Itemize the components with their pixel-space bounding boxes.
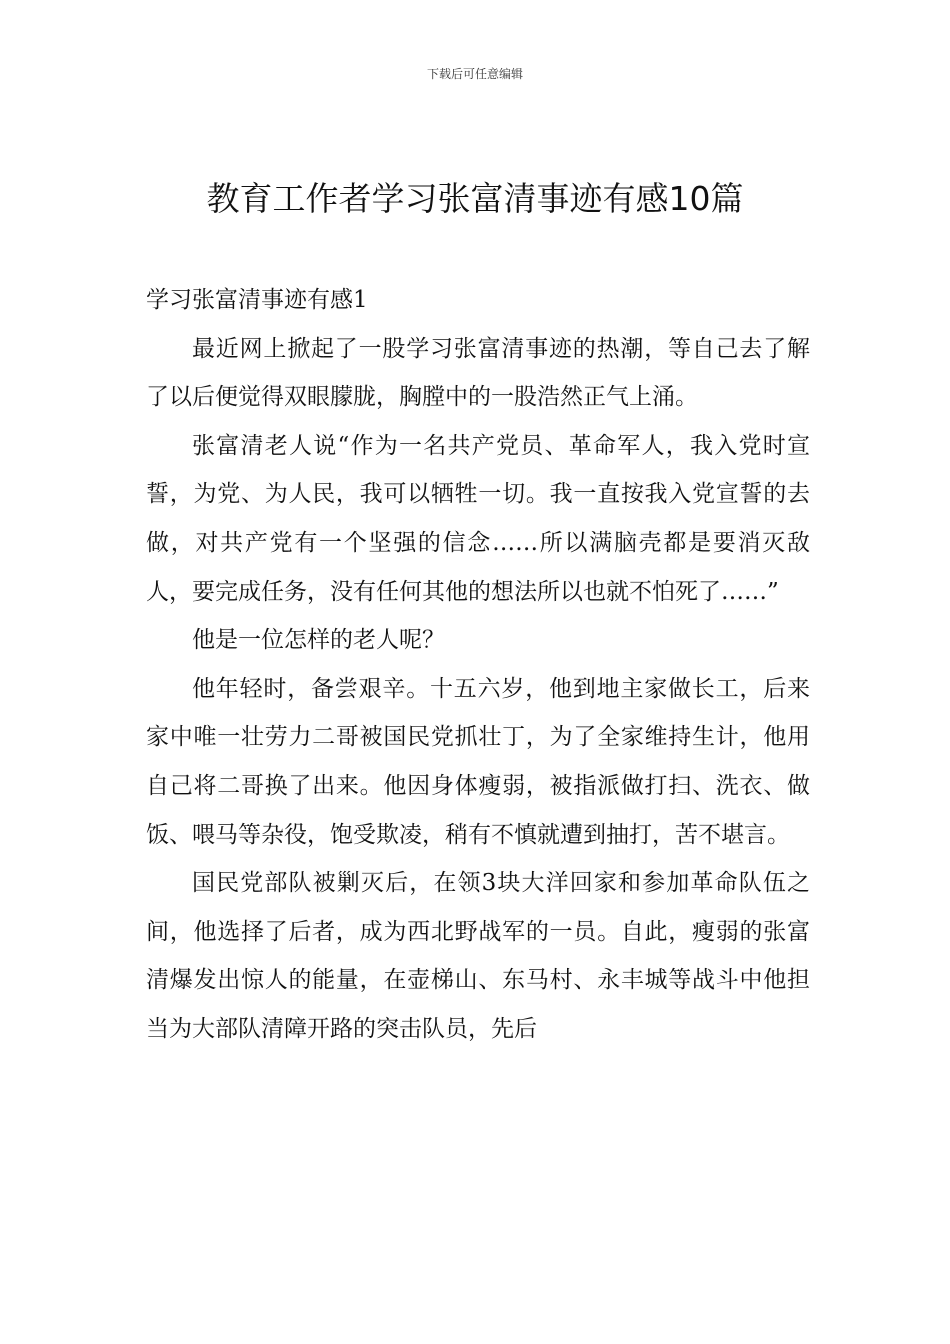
paragraph: 国民党部队被剿灭后，在领3块大洋回家和参加革命队伍之间，他选择了后者，成为西北野战军的一员。自此，瘦弱的张富清爆发出惊人的能量，在壶梯山、东马村、永丰城等战斗中他担当为大部队清障开路的突击队员，先后 xyxy=(146,870,810,1042)
paragraph: 最近网上掀起了一股学习张富清事迹的热潮，等自己去了解了以后便觉得双眼朦胧，胸膛中的一股浩然正气上涌。 xyxy=(146,335,810,411)
section-heading: 学习张富清事迹有感1 xyxy=(146,287,368,313)
header-note: 下载后可任意编辑 xyxy=(426,67,523,81)
paragraph: 他年轻时，备尝艰辛。十五六岁，他到地主家做长工，后来家中唯一壮劳力二哥被国民党抓壮丁，为了全家维持生计，他用自己将二哥换了出来。他因身体瘦弱，被指派做打扫、洗衣、做饭、喂马等杂役，饱受欺凌，稍有不慎就遭到抽打，苦不堪言。 xyxy=(146,675,810,848)
paragraph: 张富清老人说“作为一名共产党员、革命军人，我入党时宣誓，为党、为人民，我可以牺牲一切。我一直按我入党宣誓的去做，对共产党有一个坚强的信念……所以满脑壳都是要消灭敌人，要完成任务，没有任何其他的想法所以也就不怕死了……” xyxy=(146,432,810,605)
document-title: 教育工作者学习张富清事迹有感10篇 xyxy=(206,179,744,218)
paragraph: 他是一位怎样的老人呢？ xyxy=(192,627,445,654)
document-body xyxy=(146,276,810,1054)
